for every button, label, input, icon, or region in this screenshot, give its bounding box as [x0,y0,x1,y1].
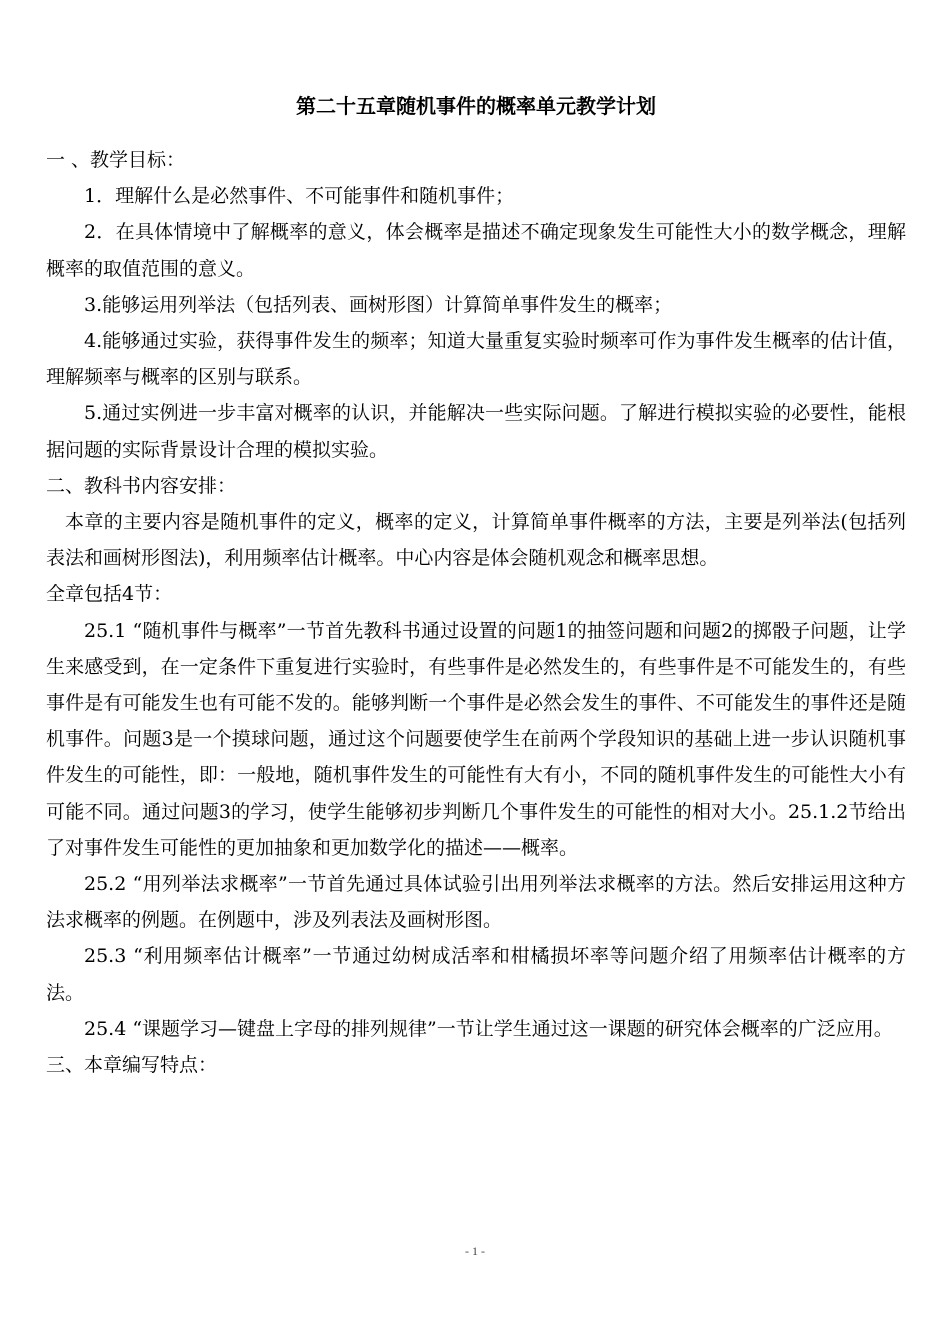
page-number: - 1 - [465,1244,485,1258]
objective-item-5: 5.通过实例进一步丰富对概率的认识，并能解决一些实际问题。了解进行模拟实验的必要性，能根据问题的实际背景设计合理的模拟实验。 [46,402,906,461]
section-heading-features: 三、本章编写特点： [46,1054,218,1077]
section-item-25-3: 25.3 “利用频率估计概率”一节通过幼树成活率和柑橘损坏率等问题介绍了用频率估计概率的方法。 [46,945,906,1004]
section-heading-content: 二、教科书内容安排： [46,474,237,497]
content-subheading: 全章包括4节： [46,583,173,606]
section-item-25-1: 25.1 “随机事件与概率”一节首先教科书通过设置的问题1的抽签问题和问题2的掷骰子问题，让学生来感受到，在一定条件下重复进行实验时，有些事件是必然发生的，有些事件是不可能发生的，有些事件是有可能发生也有可能不发的。能够判断一个事件是必然会发生的事件、不可能发生的事件还是随机事件。问题3是一个摸球问题，通过这个问题要使学生在前两个学段知识的基础上进一步认识随机事件发生的可能性，即：一般地，随机事件发生的可能性有大有小，不同的随机事件发生的可能性大小有可能不同。通过问题3的学习，使学生能够初步判断几个事件发生的可能性的相对大小。25.1.2节给出了对事件发生可能性的更加抽象和更加数学化的描述——概率。 [46,619,906,859]
objective-item-3: 3.能够运用列举法（包括列表、画树形图）计算简单事件发生的概率； [84,293,673,316]
document-body [46,88,906,1083]
objective-item-1: 1．理解什么是必然事件、不可能事件和随机事件； [84,185,515,208]
section-item-25-4: 25.4 “课题学习—键盘上字母的排列规律”一节让学生通过这一课题的研究体会概率的广泛应用。 [84,1017,893,1040]
content-intro: 本章的主要内容是随机事件的定义，概率的定义，计算简单事件概率的方法，主要是列举法(包括列表法和画树形图法)，利用频率估计概率。中心内容是体会随机观念和概率思想。 [46,511,906,570]
section-heading-objectives: 一 、教学目标： [46,149,186,171]
section-item-25-2: 25.2 “用列举法求概率”一节首先通过具体试验引出用列举法求概率的方法。然后安排运用这种方法求概率的例题。在例题中，涉及列表法及画树形图。 [46,873,906,932]
document-title: 第二十五章随机事件的概率单元教学计划 [296,94,656,118]
objective-item-4: 4.能够通过实验，获得事件发生的频率；知道大量重复实验时频率可作为事件发生概率的估计值，理解频率与概率的区别与联系。 [46,330,906,389]
objective-item-2: 2．在具体情境中了解概率的意义，体会概率是描述不确定现象发生可能性大小的数学概念，理解概率的取值范围的意义。 [46,221,906,280]
